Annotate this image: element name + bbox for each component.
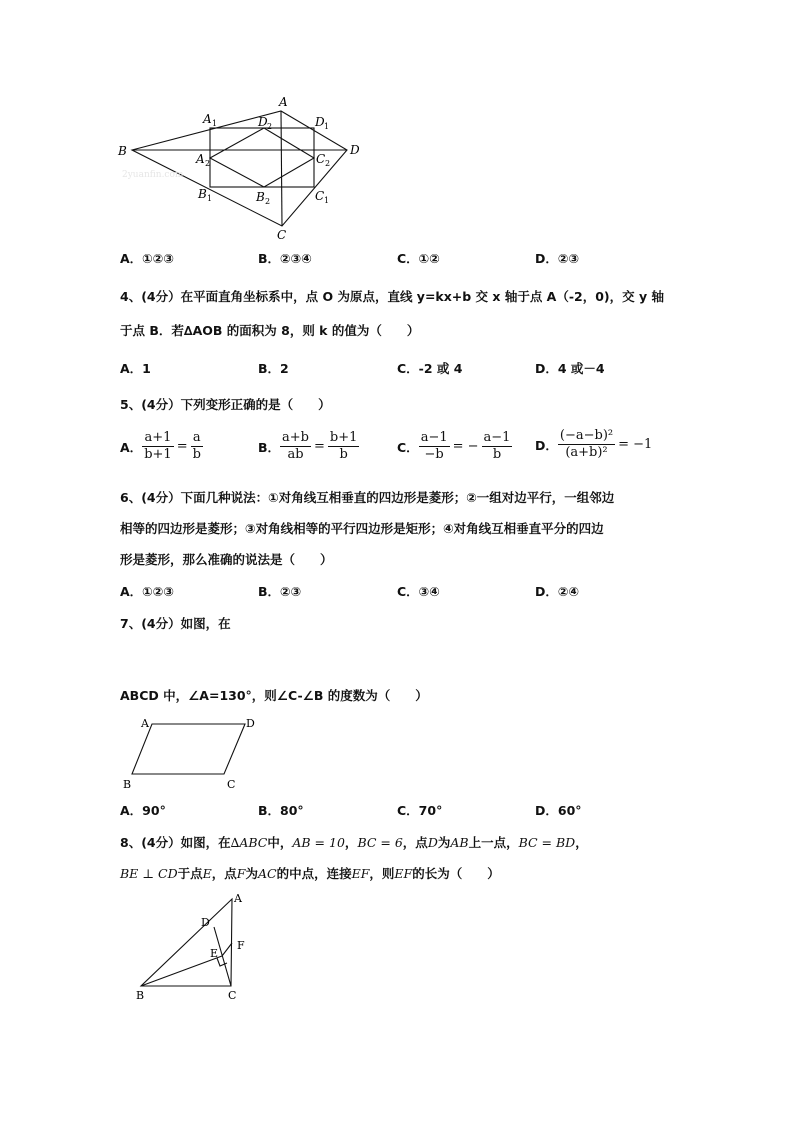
label-c2-sub: 2 — [325, 159, 331, 168]
equals-sign: = — [176, 439, 188, 454]
right-angle-mark — [217, 958, 227, 966]
frac-numerator: (−a−b)² — [559, 428, 614, 443]
parallelogram-figure — [118, 712, 268, 794]
q5-option-c-expr — [419, 430, 513, 463]
q5-stem: 5、(4分）下列变形正确的是（ ） — [120, 397, 331, 412]
frac-numerator: b+1 — [329, 430, 358, 445]
frac-denominator: b — [492, 447, 502, 462]
label-d2: D — [258, 115, 268, 129]
frac-numerator: a−1 — [420, 430, 448, 445]
frac-denominator: b — [192, 447, 201, 462]
q5-option-c[interactable] — [397, 430, 512, 463]
q7-option-d[interactable]: D．60° — [535, 803, 582, 818]
label-b: B — [136, 989, 145, 1002]
q3-option-c[interactable]: C．①② — [397, 251, 440, 266]
label-c2: C — [316, 152, 326, 166]
label-b: B — [123, 778, 132, 791]
label-a1-sub: 1 — [212, 119, 218, 128]
segment-ef — [222, 943, 232, 956]
q3-option-d[interactable]: D．②③ — [535, 251, 580, 266]
label-d: D — [246, 717, 255, 730]
q7-option-c[interactable]: C．70° — [397, 803, 443, 818]
quadrilateral-figure — [110, 92, 370, 244]
q5-option-a-expr — [142, 430, 203, 463]
label-a2-sub: 2 — [205, 159, 211, 168]
label-d: D — [201, 916, 210, 929]
label-a: A — [234, 892, 242, 905]
label-c: C — [277, 228, 287, 242]
label-c1: C — [315, 189, 325, 203]
equals-minus-sign: = − — [452, 439, 479, 454]
frac-denominator: b+1 — [144, 447, 172, 462]
q5-option-d-letter: D． — [535, 437, 558, 453]
q5-option-c-letter: C． — [397, 439, 419, 455]
q6-option-b[interactable]: B．②③ — [258, 584, 302, 599]
q8-stem-line2: BE ⊥ CD于点E，点F为AC的中点，连接EF，则EF的长为（ ） — [120, 866, 500, 881]
segment-be — [141, 956, 222, 986]
q6-stem-line1: 6、(4分）下面几种说法：①对角线互相垂直的四边形是菱形；②一组对边平行，一组邻边 — [120, 490, 615, 505]
label-b: B — [118, 144, 127, 158]
q6-stem-line2: 相等的四边形是菱形；③对角线相等的平行四边形是矩形；④对角线互相垂直平分的四边 — [120, 521, 604, 536]
label-a2: A — [196, 152, 205, 166]
q3-option-a[interactable]: A．①②③ — [120, 251, 174, 266]
rhombus-a2b2c2d2 — [210, 128, 314, 187]
q7-stem-line1: 7、(4分）如图，在 — [120, 616, 231, 631]
watermark: 2yuanfin.com — [122, 170, 184, 180]
q4-option-d[interactable]: D．4 或－4 — [535, 361, 605, 376]
label-c: C — [228, 989, 237, 1002]
frac-numerator: a+1 — [142, 430, 174, 447]
label-c: C — [227, 778, 236, 791]
label-b2: B — [256, 190, 265, 204]
equals-sign: = — [314, 439, 325, 454]
q5-option-b-letter: B． — [258, 439, 281, 455]
label-d1: D — [315, 115, 325, 129]
label-e: E — [210, 947, 219, 960]
label-a1: A — [203, 112, 212, 126]
parallelogram-abcd — [132, 724, 245, 774]
label-f: F — [237, 939, 245, 952]
q5-option-d-expr — [558, 428, 655, 461]
q4-option-c[interactable]: C．-2 或 4 — [397, 361, 463, 376]
frac-denominator: −b — [424, 447, 444, 462]
label-d: D — [350, 143, 360, 157]
label-d1-sub: 1 — [324, 122, 330, 131]
equals-minus-one: = −1 — [618, 437, 653, 452]
frac-denominator: (a+b)² — [565, 445, 608, 460]
frac-denominator: ab — [287, 447, 304, 462]
frac-numerator: a−1 — [483, 430, 511, 445]
label-c1-sub: 1 — [324, 196, 330, 205]
q6-stem-line3: 形是菱形，那么准确的说法是（ ） — [120, 552, 333, 567]
q6-option-c[interactable]: C．③④ — [397, 584, 440, 599]
q5-option-d[interactable] — [535, 428, 655, 461]
q4-option-a[interactable]: A．1 — [120, 361, 151, 376]
q5-option-b-expr — [280, 430, 359, 463]
q6-option-d[interactable]: D．②④ — [535, 584, 580, 599]
q8-stem-line1: 8、(4分）如图，在∆ABC中，AB = 10，BC = 6，点D为AB上一点，BC = BD， — [120, 835, 588, 850]
rectangle-a1b1c1d1 — [210, 128, 314, 187]
q5-option-a-letter: A． — [120, 439, 143, 455]
label-d2-sub: 2 — [267, 122, 273, 131]
label-b2-sub: 2 — [265, 197, 271, 206]
q6-option-a[interactable]: A．①②③ — [120, 584, 174, 599]
q5-option-a[interactable] — [120, 430, 203, 463]
q7-option-b[interactable]: B．80° — [258, 803, 304, 818]
frac-numerator: a+b — [282, 430, 309, 445]
label-b1: B — [198, 187, 207, 201]
q7-option-a[interactable]: A．90° — [120, 803, 166, 818]
label-a: A — [141, 717, 149, 730]
q4-option-b[interactable]: B．2 — [258, 361, 289, 376]
frac-numerator: a — [191, 430, 203, 447]
q4-stem-line2: 于点 B．若∆AOB 的面积为 8，则 k 的值为（ ） — [120, 323, 420, 338]
frac-denominator: b — [339, 447, 348, 462]
triangle-figure — [128, 888, 258, 1003]
q3-option-b[interactable]: B．②③④ — [258, 251, 312, 266]
q4-stem-line1: 4、(4分）在平面直角坐标系中，点 O 为原点，直线 y=kx+b 交 x 轴于点 A（-2，0)，交 y 轴 — [120, 289, 665, 304]
label-a: A — [279, 95, 288, 109]
label-b1-sub: 1 — [207, 194, 213, 203]
q5-option-b[interactable] — [258, 430, 359, 463]
q7-stem-line2: ABCD 中，∠A=130°，则∠C-∠B 的度数为（ ） — [120, 688, 428, 703]
